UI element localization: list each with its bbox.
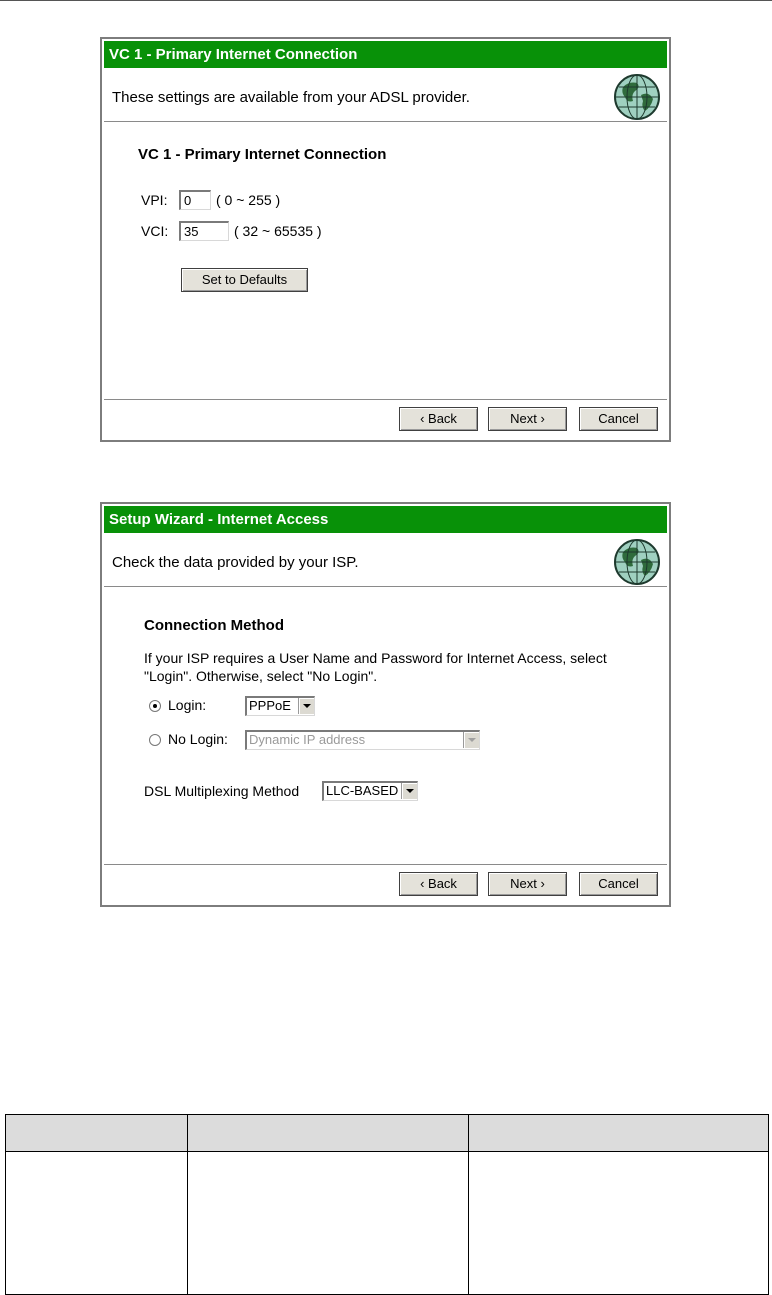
dsl-mux-value: LLC-BASED bbox=[326, 783, 399, 798]
login-radio[interactable] bbox=[149, 700, 161, 712]
dialog-title: VC 1 - Primary Internet Connection bbox=[104, 41, 667, 68]
section-title: Connection Method bbox=[144, 617, 284, 634]
internet-access-dialog bbox=[100, 502, 671, 907]
table-header-cell bbox=[187, 1115, 469, 1152]
section-title: VC 1 - Primary Internet Connection bbox=[138, 146, 387, 163]
cancel-button[interactable]: Cancel bbox=[579, 872, 658, 896]
back-button[interactable]: ‹ Back bbox=[399, 407, 478, 431]
info-text: These settings are available from your ADSL provider. bbox=[112, 89, 470, 106]
table-header-cell bbox=[6, 1115, 188, 1152]
login-type-value: PPPoE bbox=[249, 698, 291, 713]
globe-icon bbox=[613, 538, 661, 586]
connection-description: If your ISP requires a User Name and Password for Internet Access, select "Login". Otherwise, select "No Login". bbox=[144, 650, 607, 684]
table-row bbox=[6, 1152, 769, 1295]
dialog-title: Setup Wizard - Internet Access bbox=[104, 506, 667, 533]
vpi-input[interactable] bbox=[179, 190, 211, 210]
no-login-radio[interactable] bbox=[149, 734, 161, 746]
table-cell bbox=[469, 1152, 769, 1295]
dialog-content bbox=[104, 122, 667, 400]
chevron-down-icon bbox=[463, 732, 479, 748]
dialog-footer bbox=[104, 864, 667, 903]
table-header-row bbox=[6, 1115, 769, 1152]
page-top-rule bbox=[0, 0, 772, 1]
no-login-type-value: Dynamic IP address bbox=[249, 732, 366, 747]
globe-icon bbox=[613, 73, 661, 121]
vpi-label: VPI: bbox=[141, 192, 168, 208]
table-cell bbox=[187, 1152, 469, 1295]
vc1-dialog bbox=[100, 37, 671, 442]
vci-input[interactable] bbox=[179, 221, 229, 241]
vci-range: ( 32 ~ 65535 ) bbox=[234, 223, 322, 239]
parameter-table bbox=[5, 1114, 769, 1295]
back-button[interactable]: ‹ Back bbox=[399, 872, 478, 896]
set-defaults-button[interactable]: Set to Defaults bbox=[181, 268, 308, 292]
cancel-button[interactable]: Cancel bbox=[579, 407, 658, 431]
dialog-info-bar bbox=[104, 534, 667, 587]
no-login-type-select[interactable] bbox=[245, 730, 480, 750]
vpi-range: ( 0 ~ 255 ) bbox=[216, 192, 281, 208]
login-label: Login: bbox=[168, 697, 207, 713]
info-text: Check the data provided by your ISP. bbox=[112, 554, 359, 571]
dsl-mux-select[interactable] bbox=[322, 781, 418, 801]
dialog-footer bbox=[104, 399, 667, 438]
table-header-cell bbox=[469, 1115, 769, 1152]
no-login-label: No Login: bbox=[168, 731, 228, 747]
dsl-mux-label: DSL Multiplexing Method bbox=[144, 783, 300, 799]
next-button[interactable]: Next › bbox=[488, 872, 567, 896]
vci-label: VCI: bbox=[141, 223, 169, 239]
dialog-content bbox=[104, 587, 667, 865]
chevron-down-icon bbox=[401, 783, 417, 799]
dialog-info-bar bbox=[104, 69, 667, 122]
next-button[interactable]: Next › bbox=[488, 407, 567, 431]
table-cell bbox=[6, 1152, 188, 1295]
login-type-select[interactable] bbox=[245, 696, 315, 716]
chevron-down-icon bbox=[298, 698, 314, 714]
